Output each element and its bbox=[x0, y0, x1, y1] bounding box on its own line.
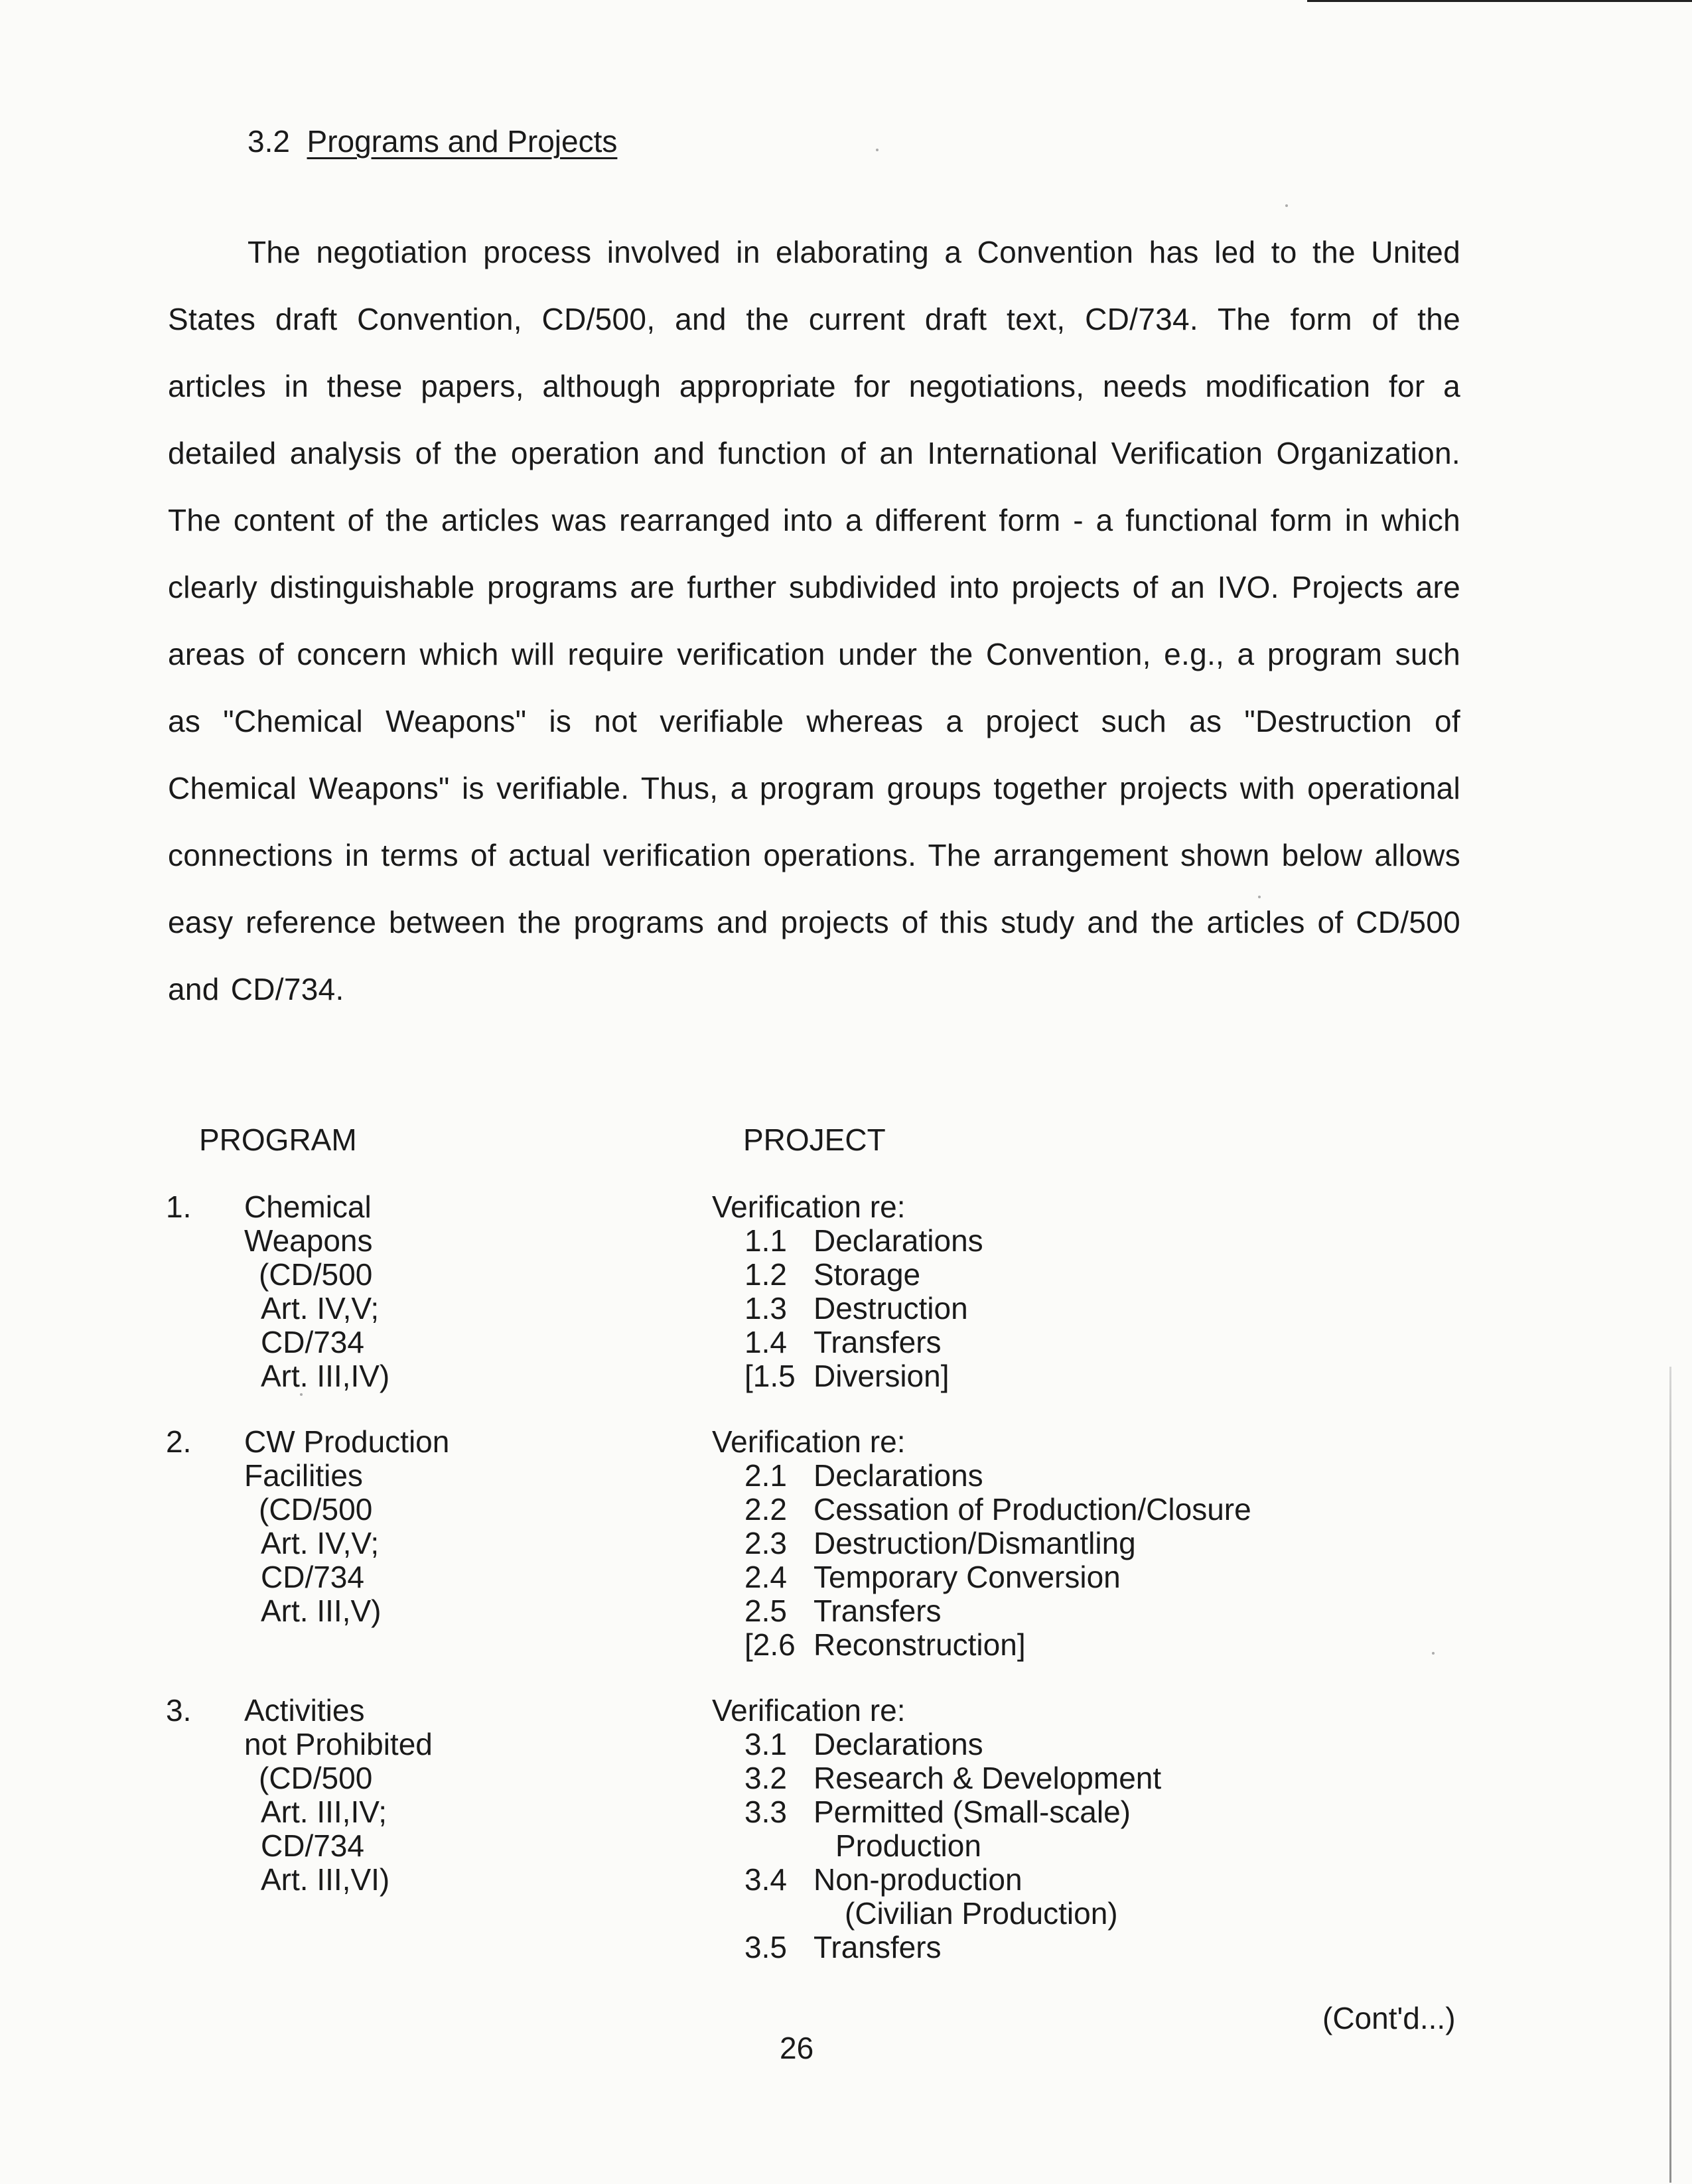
section-title: Programs and Projects bbox=[307, 124, 618, 159]
program-name-line: not Prohibited bbox=[244, 1727, 433, 1761]
program-number: 1. bbox=[166, 1190, 192, 1224]
program-column-header: PROGRAM bbox=[199, 1123, 357, 1157]
program-number: 3. bbox=[166, 1693, 192, 1728]
program-reference-line: Art. III,IV; bbox=[261, 1795, 387, 1829]
project-title: Research & Development bbox=[813, 1761, 1162, 1795]
project-title: Transfers bbox=[813, 1930, 942, 1964]
project-number: [1.5 bbox=[744, 1359, 796, 1393]
project-title: Destruction bbox=[813, 1291, 968, 1326]
verification-label: Verification re: bbox=[712, 1693, 906, 1728]
program-name-line: Activities bbox=[244, 1693, 365, 1728]
project-number: 1.2 bbox=[744, 1257, 787, 1292]
program-name-line: Chemical bbox=[244, 1190, 372, 1224]
project-number: 2.2 bbox=[744, 1492, 787, 1527]
project-number: 3.2 bbox=[744, 1761, 787, 1795]
body-paragraph: The negotiation process involved in elaborating a Convention has led to the United States draft Convention, CD/500, and the current draft text, CD/734. The form of the articles in these papers, although appropriate for negotiations, needs modification for a detailed analysis of the operation and function of an International Verification Organization. The content of the articles was rearranged into a different form - a functional form in which clearly distinguishable programs are further subdivided into projects of an IVO. Projects are areas of concern which will require verification under the Convention, e.g., a program such as "Chemical Weapons" is not verifiable whereas a project such as "Destruction of Chemical Weapons" is verifiable. Thus, a program groups together projects with operational connections in terms of actual verification operations. The arrangement shown below allows easy reference between the programs and projects of this study and the articles of CD/500 and CD/734. bbox=[168, 235, 1460, 1006]
section-number: 3.2 bbox=[247, 124, 290, 159]
project-title: Diversion] bbox=[813, 1359, 950, 1393]
program-reference-line: CD/734 bbox=[261, 1560, 364, 1594]
program-name-line: CW Production bbox=[244, 1424, 450, 1459]
project-title: Non-production bbox=[813, 1862, 1022, 1897]
scan-speck bbox=[1432, 1652, 1435, 1655]
program-reference-line: Art. III,VI) bbox=[261, 1862, 390, 1897]
project-number: 2.4 bbox=[744, 1560, 787, 1594]
scan-top-border bbox=[1307, 0, 1692, 2]
project-number: 3.5 bbox=[744, 1930, 787, 1964]
project-title: Destruction/Dismantling bbox=[813, 1526, 1136, 1560]
program-reference-line: CD/734 bbox=[261, 1828, 364, 1863]
project-number: [2.6 bbox=[744, 1627, 796, 1662]
scan-speck bbox=[1285, 204, 1288, 207]
program-reference-line: (CD/500 bbox=[259, 1761, 373, 1795]
verification-label: Verification re: bbox=[712, 1190, 906, 1224]
continued-note: (Cont'd...) bbox=[1322, 2001, 1456, 2035]
program-number: 2. bbox=[166, 1424, 192, 1459]
program-reference-line: Art. III,V) bbox=[261, 1594, 382, 1628]
program-reference-line: Art. IV,V; bbox=[261, 1291, 380, 1326]
scan-speck bbox=[300, 1393, 303, 1396]
project-number: 3.4 bbox=[744, 1862, 787, 1897]
program-name-line: Facilities bbox=[244, 1458, 363, 1493]
project-title: Transfers bbox=[813, 1594, 942, 1628]
scan-right-edge bbox=[1669, 1367, 1671, 2183]
project-title: Declarations bbox=[813, 1458, 983, 1493]
page-number: 26 bbox=[780, 2031, 814, 2065]
program-reference-line: (CD/500 bbox=[259, 1492, 373, 1527]
project-title: Reconstruction] bbox=[813, 1627, 1026, 1662]
project-number: 1.1 bbox=[744, 1223, 787, 1258]
verification-label: Verification re: bbox=[712, 1424, 906, 1459]
program-reference-line: CD/734 bbox=[261, 1325, 364, 1359]
program-reference-line: (CD/500 bbox=[259, 1257, 373, 1292]
program-reference-line: Art. III,IV) bbox=[261, 1359, 390, 1393]
project-title: Declarations bbox=[813, 1223, 983, 1258]
project-column-header: PROJECT bbox=[743, 1123, 886, 1157]
project-title: Storage bbox=[813, 1257, 921, 1292]
project-title: Permitted (Small-scale) bbox=[813, 1795, 1131, 1829]
project-number: 3.1 bbox=[744, 1727, 787, 1761]
scan-speck bbox=[876, 149, 879, 151]
project-number: 1.4 bbox=[744, 1325, 787, 1359]
project-title: Transfers bbox=[813, 1325, 942, 1359]
project-title: Declarations bbox=[813, 1727, 983, 1761]
section-heading bbox=[247, 121, 617, 161]
project-title: Cessation of Production/Closure bbox=[813, 1492, 1251, 1527]
project-title: Temporary Conversion bbox=[813, 1560, 1121, 1594]
project-number: 2.5 bbox=[744, 1594, 787, 1628]
program-reference-line: Art. IV,V; bbox=[261, 1526, 380, 1560]
project-title-continuation: Production bbox=[835, 1828, 981, 1863]
project-number: 2.3 bbox=[744, 1526, 787, 1560]
program-name-line: Weapons bbox=[244, 1223, 373, 1258]
project-title-continuation: (Civilian Production) bbox=[845, 1896, 1118, 1931]
project-number: 1.3 bbox=[744, 1291, 787, 1326]
project-number: 2.1 bbox=[744, 1458, 787, 1493]
project-number: 3.3 bbox=[744, 1795, 787, 1829]
